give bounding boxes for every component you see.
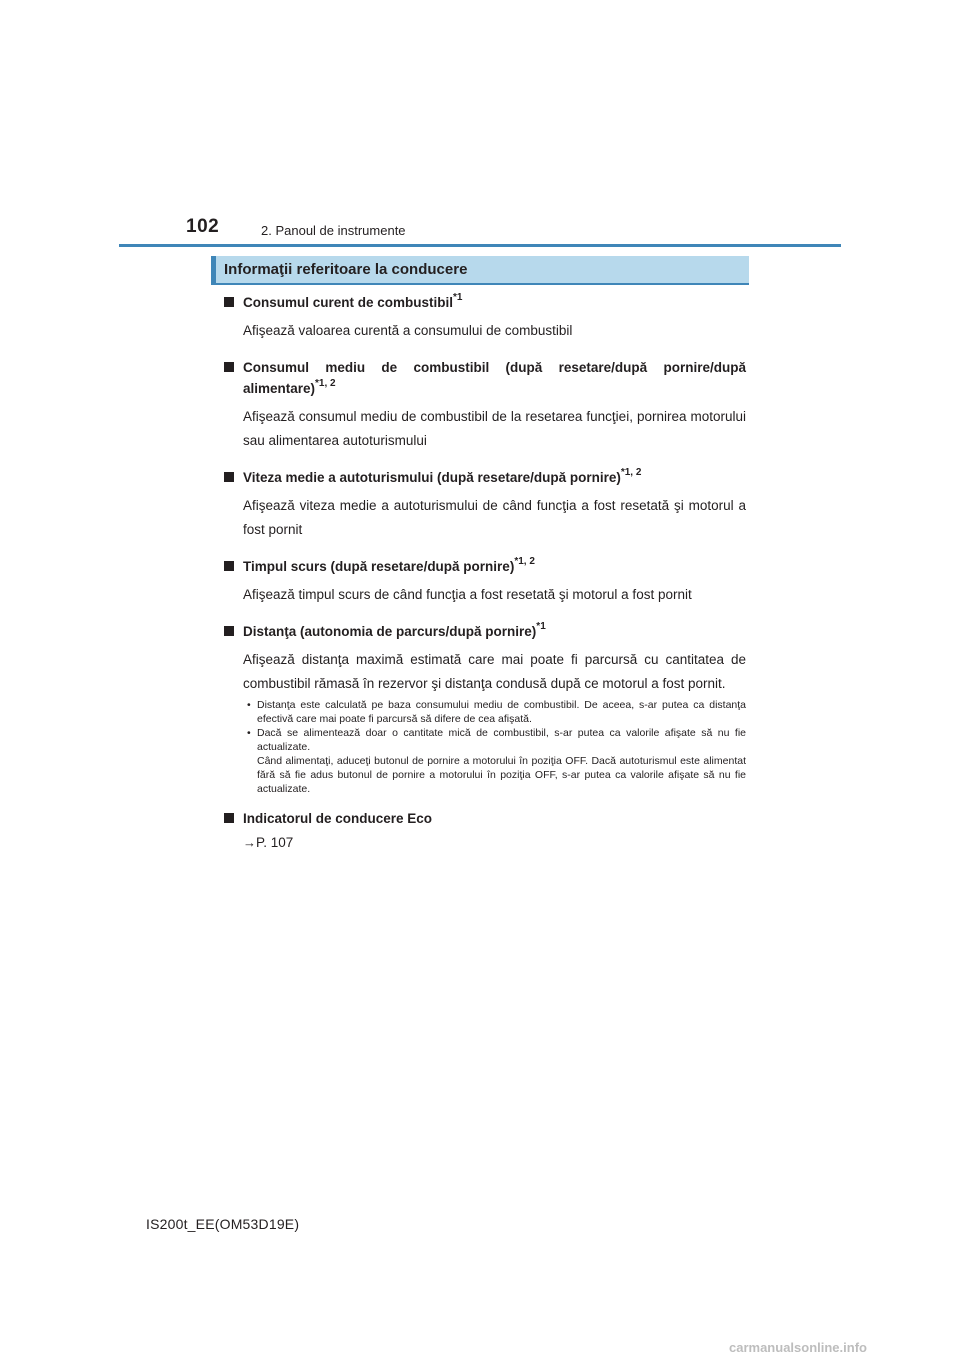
- content-body: [224, 292, 746, 850]
- chapter-title: 2. Panoul de instrumente: [261, 223, 406, 238]
- item-footnote-marker: *1, 2: [514, 555, 535, 567]
- item-title: Timpul scurs (după resetare/după pornire): [243, 559, 515, 574]
- page-number: 102: [186, 216, 220, 237]
- item-title: Consumul curent de combustibil: [243, 295, 454, 310]
- item-description: Afişează valoarea curentă a consumului de combustibil: [243, 323, 573, 338]
- page-reference: P. 107: [256, 835, 294, 850]
- square-bullet-icon: [224, 626, 234, 636]
- item-heading: [224, 357, 746, 399]
- header-divider: [119, 244, 841, 247]
- note-item: [243, 698, 746, 726]
- watermark: carmanualsonline.info: [729, 1340, 867, 1355]
- section-title: Informaţii referitoare la conducere: [224, 261, 468, 278]
- item-eco-indicator: [224, 808, 746, 850]
- item-elapsed-time: [224, 556, 746, 607]
- item-footnote-marker: *1, 2: [620, 466, 642, 478]
- square-bullet-icon: [224, 561, 234, 571]
- bullet-dot-icon: •: [247, 727, 251, 739]
- item-average-consumption: [224, 357, 746, 453]
- item-title: Consumul mediu de combustibil (după resetare/după pornire/după alimentare): [243, 360, 746, 396]
- item-title: Distanţa (autonomia de parcurs/după pornire): [243, 624, 537, 639]
- item-description: Afişează viteza medie a autoturismului de când funcţia a fost resetată şi motorul a fost pornit: [243, 498, 746, 537]
- note-text: Distanţa este calculată pe baza consumului mediu de combustibil. De aceea, s-ar putea ca distanţa efectivă care mai poate fi parcursă să difere de cea afişată.: [257, 699, 746, 725]
- item-distance: [224, 621, 746, 796]
- notes-list: [224, 698, 746, 796]
- item-heading: [224, 467, 746, 488]
- item-heading: [224, 556, 746, 577]
- item-footnote-marker: *1: [536, 620, 546, 632]
- item-footnote-marker: *1, 2: [315, 377, 336, 389]
- square-bullet-icon: [224, 813, 234, 823]
- item-footnote-marker: *1: [453, 291, 463, 303]
- item-heading: [224, 621, 746, 642]
- item-current-consumption: [224, 292, 746, 343]
- note-item: [243, 726, 746, 796]
- section-header: [211, 256, 749, 285]
- page-reference-link[interactable]: [224, 835, 746, 850]
- arrow-right-icon: →: [243, 835, 256, 850]
- note-continuation: Când alimentaţi, aduceţi butonul de pornire a motorului în poziţia OFF. Dacă autoturismul este alimentat fără să fie adus butonul de pornire a motorului în poziţia OFF, s-ar putea ca valorile afişate să nu fie actualizate.: [257, 755, 746, 795]
- item-description: Afişează consumul mediu de combustibil de la resetarea funcţiei, pornirea motorului sau alimentarea autoturismului: [243, 409, 746, 448]
- item-description: Afişează timpul scurs de când funcţia a fost resetată şi motorul a fost pornit: [243, 587, 692, 602]
- section-accent: [211, 256, 216, 283]
- square-bullet-icon: [224, 472, 234, 482]
- item-average-speed: [224, 467, 746, 542]
- item-title: Viteza medie a autoturismului (după resetare/după pornire): [243, 470, 621, 485]
- square-bullet-icon: [224, 297, 234, 307]
- item-heading: [224, 808, 746, 829]
- square-bullet-icon: [224, 362, 234, 372]
- item-description: Afişează distanţa maximă estimată care mai poate fi parcursă cu cantitatea de combustibil rămasă în rezervor şi distanţa condusă după ce motorul a fost pornit.: [243, 652, 746, 691]
- note-text: Dacă se alimentează doar o cantitate mică de combustibil, s-ar putea ca valorile afişate să nu fie actualizate.: [257, 727, 746, 753]
- document-code: IS200t_EE(OM53D19E): [146, 1216, 300, 1232]
- item-heading: [224, 292, 746, 313]
- item-title: Indicatorul de conducere Eco: [243, 811, 433, 826]
- bullet-dot-icon: •: [247, 699, 251, 711]
